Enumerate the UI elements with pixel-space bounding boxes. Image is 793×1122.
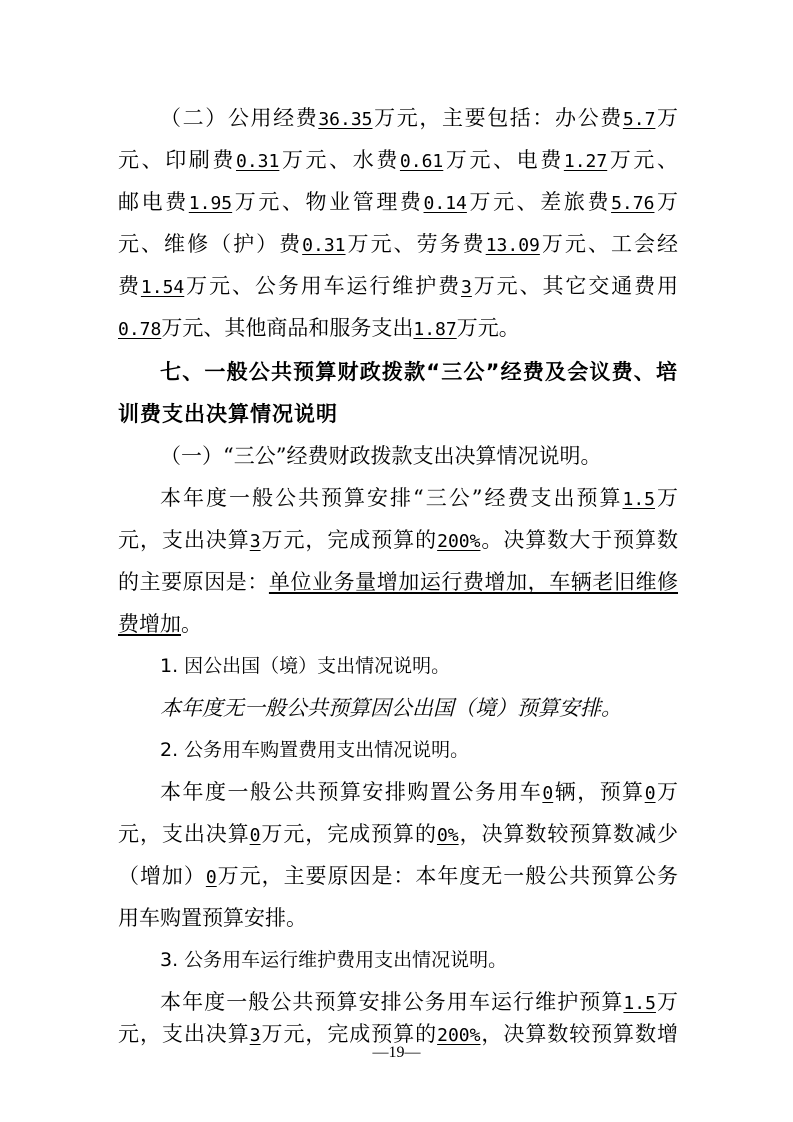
reason-text: 费增加 xyxy=(118,612,181,636)
text: 邮电费 xyxy=(118,190,189,214)
text: ，决算数较预算数增 xyxy=(480,1022,679,1046)
text: 万元，完成预算的 xyxy=(260,822,437,846)
text: 本年度一般公共预算安排“三公”经费支出预算 xyxy=(160,486,623,510)
text: 万元、其它交通费用 xyxy=(471,274,679,298)
text: 万元，完成预算的 xyxy=(260,1022,438,1046)
item-1-body: 本年度无一般公共预算因公出国（境）预算安排。 xyxy=(160,696,622,720)
budget-value: 1.5 xyxy=(623,993,656,1014)
item-2-line-4: 用车购置预算安排。 xyxy=(118,906,307,930)
vehicle-operation-value: 3 xyxy=(461,277,472,298)
item-2-line-3 xyxy=(118,862,678,892)
office-value: 5.7 xyxy=(622,109,656,130)
three-public-line-3 xyxy=(118,568,678,598)
text: 本年度一般公共预算安排购置公务用车 xyxy=(160,780,543,804)
actual-value: 3 xyxy=(249,1025,261,1046)
text: 万 xyxy=(654,190,679,214)
diff-value: 0 xyxy=(205,867,217,888)
text: 万元。 xyxy=(456,316,520,340)
printing-value: 0.31 xyxy=(235,151,280,172)
text: 费 xyxy=(118,274,141,298)
public-expense-line-6 xyxy=(118,314,678,344)
text: 元，支出决算 xyxy=(118,528,250,552)
public-expense-line-1 xyxy=(160,104,678,134)
text: 。 xyxy=(181,612,202,636)
text: 本年度一般公共预算安排公务用车运行维护预算 xyxy=(160,990,624,1014)
text: 元，支出决算 xyxy=(118,1022,250,1046)
text: （增加） xyxy=(118,864,206,888)
ratio-value: 200% xyxy=(437,531,481,552)
text: 万元、水费 xyxy=(279,148,400,172)
budget-value: 0 xyxy=(644,783,656,804)
text: 万元、劳务费 xyxy=(345,232,486,256)
text: 辆，预算 xyxy=(553,780,645,804)
text: 万 xyxy=(655,486,678,510)
text: 万元、差旅费 xyxy=(466,190,612,214)
actual-value: 3 xyxy=(249,531,261,552)
actual-value: 0 xyxy=(249,825,261,846)
text: 元、维修（护）费 xyxy=(118,232,303,256)
text: 万元、 xyxy=(607,148,679,172)
repair-value: 0.31 xyxy=(302,235,346,256)
three-public-line-1 xyxy=(160,484,678,514)
text: 元，支出决算 xyxy=(118,822,250,846)
cars-value: 0 xyxy=(542,783,554,804)
reason-text: 单位业务量增加运行费增加，车辆老旧维修 xyxy=(268,570,679,594)
item-2-line-2 xyxy=(118,820,678,850)
water-value: 0.61 xyxy=(399,151,444,172)
text: 万元、工会经 xyxy=(539,232,679,256)
budget-value: 1.5 xyxy=(622,489,655,510)
text: （二）公用经费 xyxy=(160,106,319,130)
section-heading-line-2: 训费支出决算情况说明 xyxy=(118,402,338,426)
public-expense-line-2 xyxy=(118,146,678,176)
text: 万 xyxy=(655,990,679,1014)
item-2-line-1 xyxy=(160,778,678,808)
text: 元、印刷费 xyxy=(118,148,236,172)
union-value: 1.54 xyxy=(140,277,185,298)
section-heading-line-1: 七、一般公共预算财政拨款“三公”经费及会议费、培 xyxy=(160,360,678,384)
text: 万元，主要包括：办公费 xyxy=(372,106,623,130)
text: 万元、公务用车运行维护费 xyxy=(184,274,462,298)
property-value: 0.14 xyxy=(423,193,467,214)
text: 。决算数大于预算数 xyxy=(480,528,679,552)
postal-value: 1.95 xyxy=(188,193,233,214)
text: 万元、电费 xyxy=(443,148,564,172)
labor-value: 13.09 xyxy=(485,235,540,256)
text: 万 xyxy=(655,106,679,130)
travel-value: 5.76 xyxy=(611,193,655,214)
other-goods-value: 1.87 xyxy=(413,319,457,340)
text: 万元，主要原因是：本年度无一般公共预算公务 xyxy=(216,864,679,888)
text: 万元、物业管理费 xyxy=(232,190,424,214)
text: 万元、其他商品和服务支出 xyxy=(161,316,414,340)
item-2-title: 2. 公务用车购置费用支出情况说明。 xyxy=(160,739,470,761)
three-public-line-2 xyxy=(118,526,678,556)
electricity-value: 1.27 xyxy=(563,151,608,172)
item-1-title: 1. 因公出国（境）支出情况说明。 xyxy=(160,655,451,677)
subsection-title: （一）“三公”经费财政拨款支出决算情况说明。 xyxy=(160,444,602,468)
item-3-line-1 xyxy=(160,988,678,1018)
public-expense-line-3 xyxy=(118,188,678,218)
ratio-value: 0% xyxy=(436,825,459,846)
page-number: —19— xyxy=(372,1044,421,1061)
text: 万 xyxy=(655,780,679,804)
other-transport-value: 0.78 xyxy=(118,319,162,340)
text: 的主要原因是： xyxy=(118,570,269,594)
total-value: 36.35 xyxy=(318,109,373,130)
three-public-line-4 xyxy=(118,610,678,640)
public-expense-line-4 xyxy=(118,230,678,260)
ratio-value: 200% xyxy=(437,1025,481,1046)
public-expense-line-5 xyxy=(118,272,678,302)
item-3-title: 3. 公务用车运行维护费用支出情况说明。 xyxy=(160,949,508,971)
text: 万元，完成预算的 xyxy=(260,528,438,552)
text: ，决算数较预算数减少 xyxy=(458,822,679,846)
